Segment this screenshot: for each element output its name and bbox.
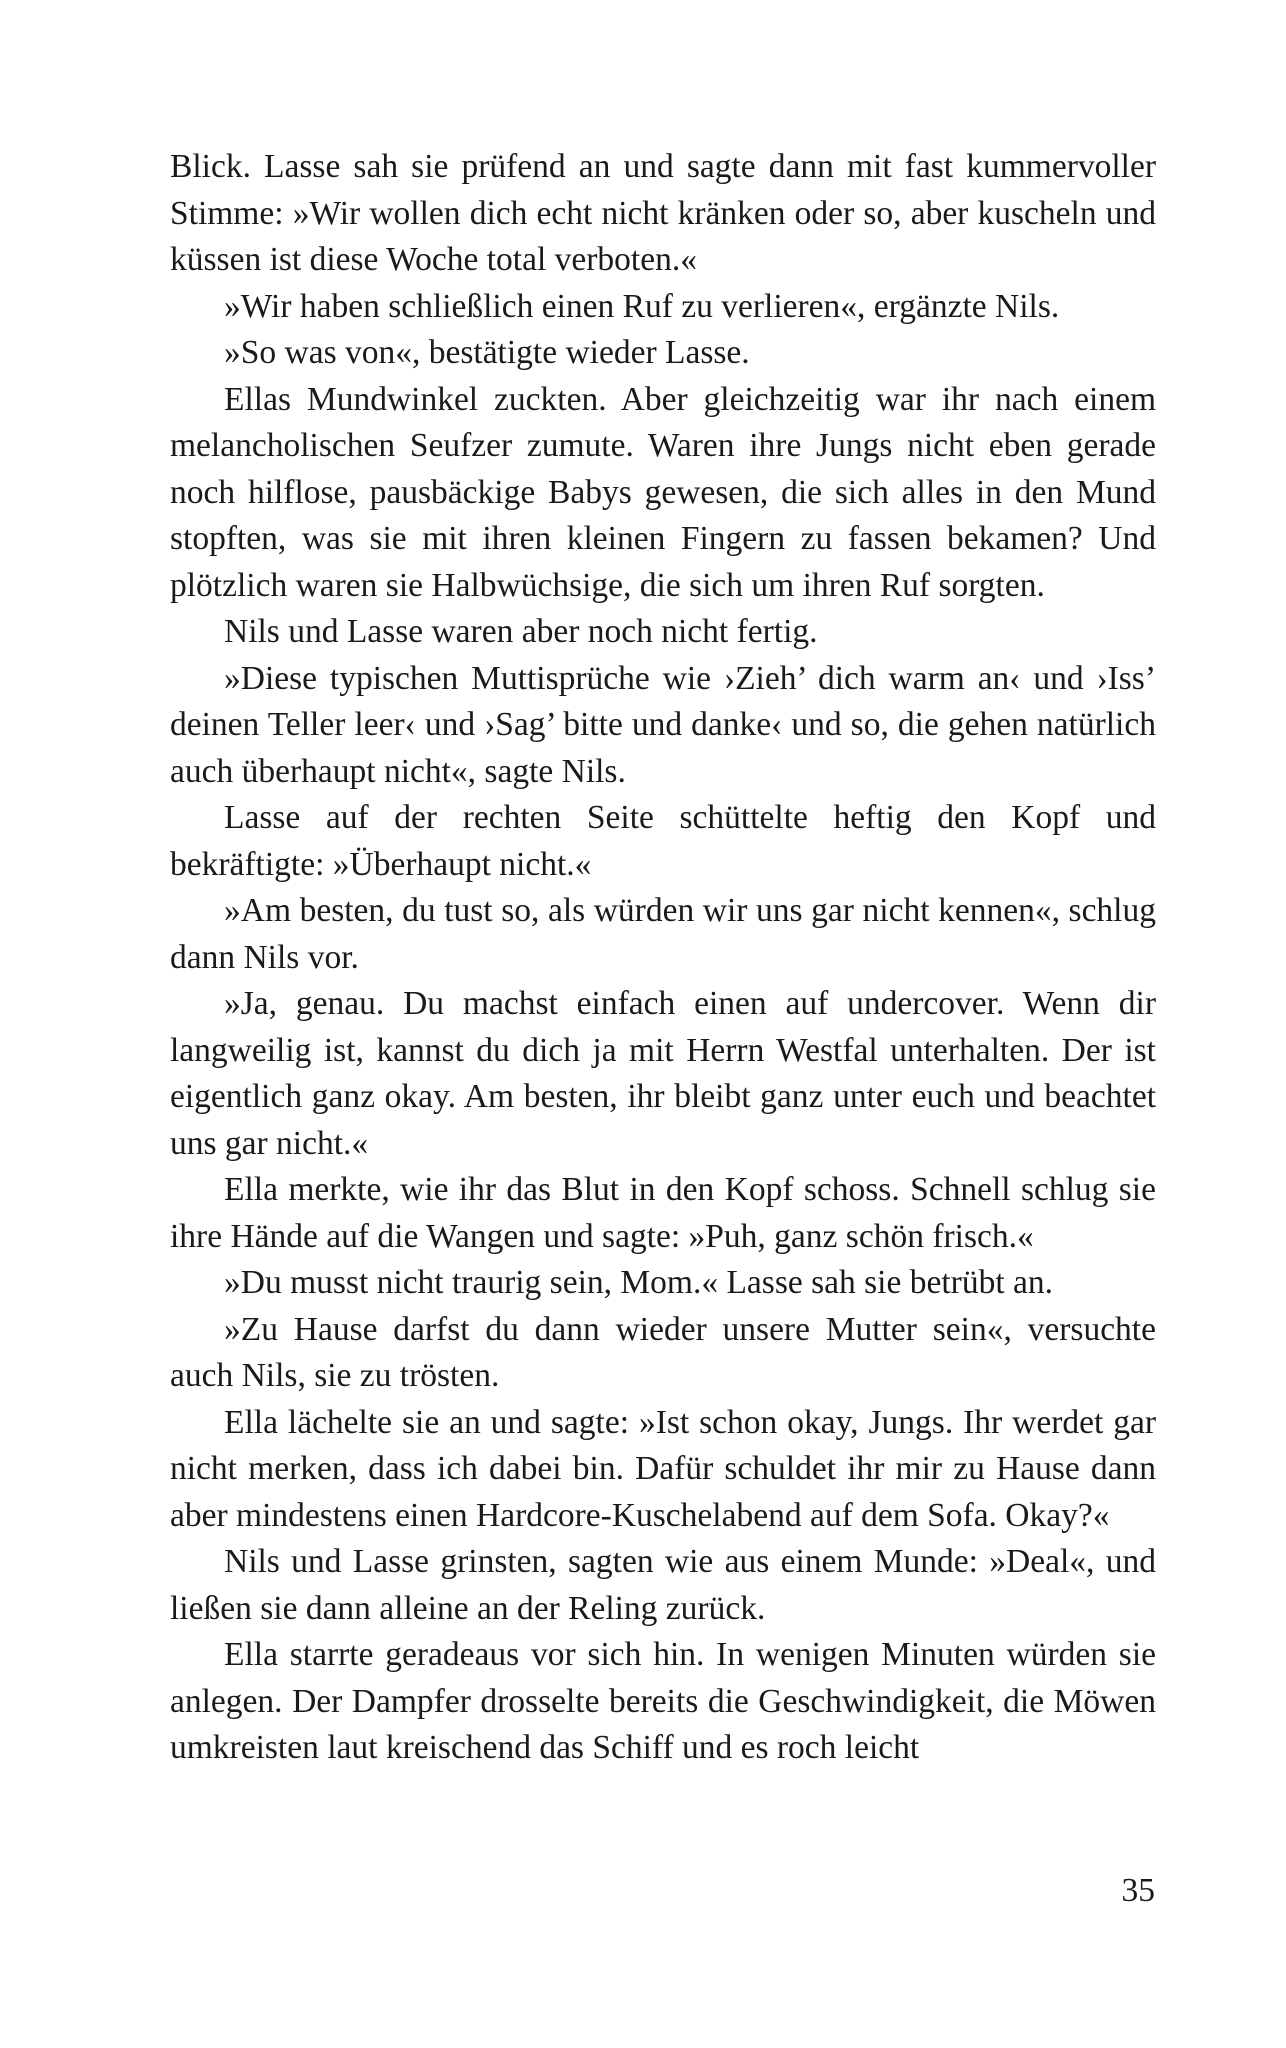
paragraph-13: Ella lächelte sie an und sagte: »Ist schon okay, Jungs. Ihr werdet gar nicht merken, dass ich dabei bin. Dafür schuldet ihr mir zu Hause dann aber mindestens einen Hardcore-Kuschelabend auf dem Sofa. Okay?« — [170, 1403, 1156, 1534]
paragraph-5: Nils und Lasse waren aber noch nicht fertig. — [224, 613, 818, 650]
paragraph-1: Blick. Lasse sah sie prüfend an und sagte dann mit fast kummervoller Stimme: »Wir wollen dich echt nicht kränken oder so, aber kuscheln und küssen ist diese Woche total verboten.« — [170, 148, 1156, 278]
paragraph-3: »So was von«, bestätigte wieder Lasse. — [224, 334, 750, 371]
paragraph-15: Ella starrte geradeaus vor sich hin. In wenigen Minuten würden sie anlegen. Der Dampfer drosselte bereits die Geschwindigkeit, die Möwen umkreisten laut kreischend das Schiff und es roch leicht — [170, 1636, 1156, 1766]
paragraph-14: Nils und Lasse grinsten, sagten wie aus einem Munde: »Deal«, und ließen sie dann alleine an der Reling zurück. — [170, 1543, 1156, 1627]
paragraph-8: »Am besten, du tust so, als würden wir uns gar nicht kennen«, schlug dann Nils vor. — [170, 892, 1156, 976]
paragraph-7: Lasse auf der rechten Seite schüttelte heftig den Kopf und bekräftigte: »Überhaupt nicht.« — [170, 799, 1156, 883]
paragraph-10: Ella merkte, wie ihr das Blut in den Kopf schoss. Schnell schlug sie ihre Hände auf die Wangen und sagte: »Puh, ganz schön frisch.« — [170, 1171, 1156, 1255]
paragraph-6: »Diese typischen Muttisprüche wie ›Zieh’ dich warm an‹ und ›Iss’ deinen Teller leer‹ und ›Sag’ bitte und danke‹ und so, die gehen natürlich auch überhaupt nicht«, sagte Nils. — [170, 659, 1156, 790]
paragraph-11: »Du musst nicht traurig sein, Mom.« Lasse sah sie betrübt an. — [224, 1264, 1053, 1301]
paragraph-9: »Ja, genau. Du machst einfach einen auf undercover. Wenn dir langweilig ist, kannst du dich ja mit Herrn Westfal unterhalten. Der ist eigentlich ganz okay. Am besten, ihr bleibt ganz unter euch und beachtet uns gar nicht.« — [170, 985, 1156, 1162]
paragraph-2: »Wir haben schließlich einen Ruf zu verlieren«, ergänzte Nils. — [224, 287, 1060, 325]
paragraph-4: Ellas Mundwinkel zuckten. Aber gleichzeitig war ihr nach einem melancholischen Seufzer zumute. Waren ihre Jungs nicht eben gerade noch hilflose, pausbäckige Babys gewesen, die sich alles in den Mund stopften, was sie mit ihren kleinen Fingern zu fassen bekamen? Und plötzlich waren sie Halbwüchsige, die sich um ihren Ruf sorgten. — [170, 380, 1156, 604]
paragraph-12: »Zu Hause darfst du dann wieder unsere Mutter sein«, versuchte auch Nils, sie zu trösten. — [170, 1310, 1156, 1394]
page-number: 35 — [1121, 1872, 1155, 1909]
book-page-text — [170, 144, 1156, 1772]
